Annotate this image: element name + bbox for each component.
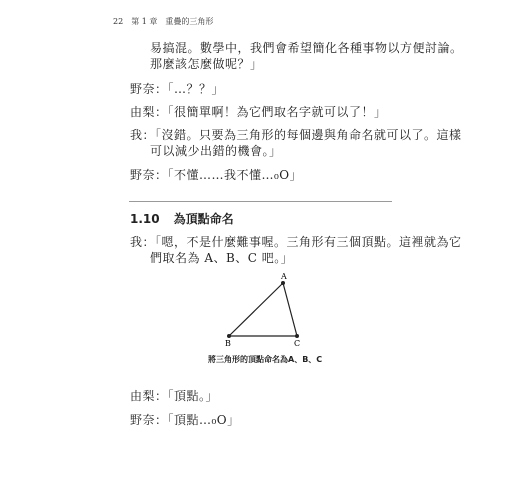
vertex-b-label: B: [225, 339, 231, 348]
dialogue-line: 野奈：「頂點…₀O」: [130, 413, 240, 427]
chapter-title: 重疊的三角形: [165, 17, 214, 26]
figure-caption: 將三角形的頂點命名為A、B、C: [208, 355, 323, 364]
paragraph-line: 可以減少出錯的機會。」: [150, 144, 282, 158]
dialogue-line: 由梨：「很簡單啊！為它們取名字就可以了！」: [130, 105, 387, 119]
section-heading: [130, 210, 248, 227]
dialogue-line: 我：「嗯，不是什麼難事喔。三角形有三個頂點。這裡就為它: [130, 235, 462, 249]
running-header: [113, 16, 221, 27]
triangle-figure: [215, 268, 315, 348]
vertex-c-point: [295, 334, 299, 338]
triangle: [229, 283, 297, 336]
paragraph-line: 那麼該怎麼做呢？」: [150, 57, 263, 71]
section-divider: [129, 201, 392, 202]
dialogue-line: 野奈：「不懂……我不懂…₀O」: [130, 168, 303, 182]
dialogue-line: 我：「沒錯。只要為三角形的每個邊與角命名就可以了。這樣: [130, 128, 462, 142]
vertex-c-label: C: [294, 339, 301, 348]
dialogue-line: 由梨：「頂點。」: [130, 389, 219, 403]
dialogue-line: 野奈：「…？？」: [130, 82, 225, 96]
vertex-b-point: [227, 334, 231, 338]
page-number: 22: [113, 17, 124, 26]
section-number: 1.10: [130, 212, 160, 226]
vertex-a-label: A: [281, 272, 287, 281]
section-title: 為頂點命名: [173, 212, 234, 226]
chapter-label: 第 1 章: [131, 17, 158, 26]
vertex-a-point: [281, 281, 285, 285]
paragraph-line: 易搞混。數學中，我們會希望簡化各種事物以方便討論。: [150, 41, 463, 55]
paragraph-line: 們取名為 A、B、C 吧。」: [150, 251, 294, 265]
